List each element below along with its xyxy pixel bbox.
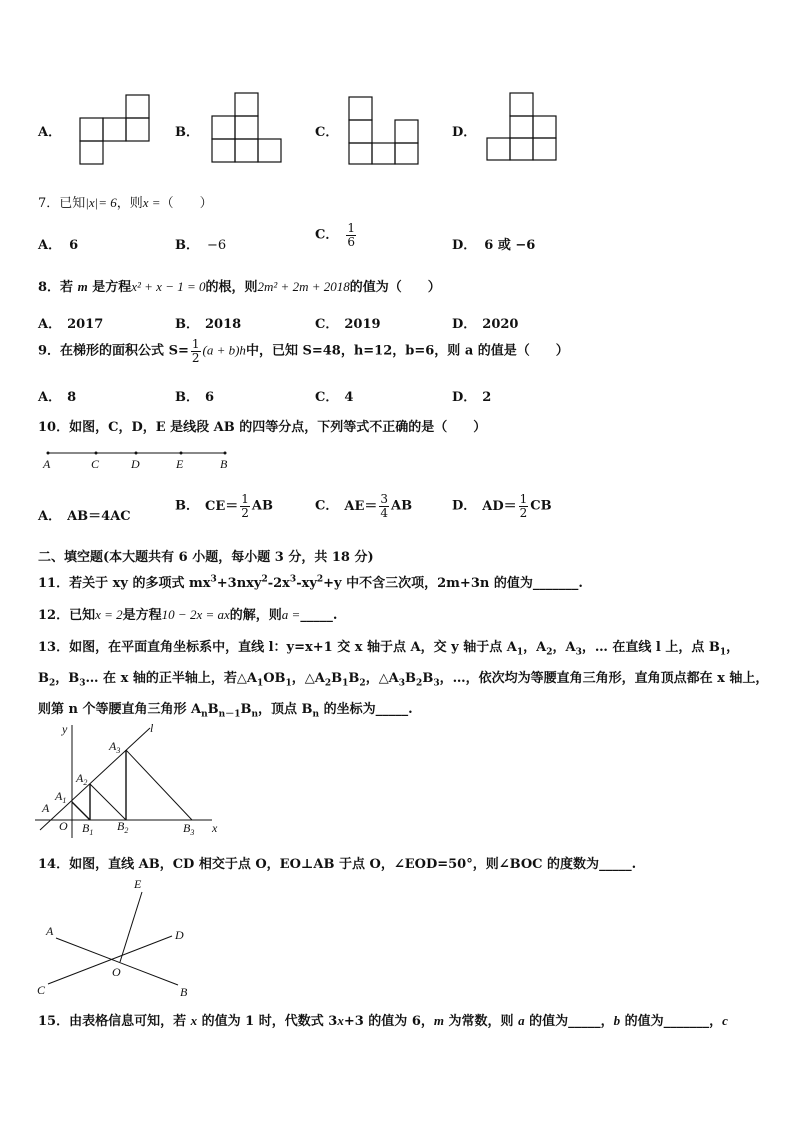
q7-number: 7．: [38, 196, 60, 211]
ray-b-label: B: [180, 985, 188, 999]
point-label-d: D: [131, 457, 140, 471]
section-title: 二、填空题(本大题共有 6 小题，每小题 3 分，共 18 分): [38, 550, 374, 565]
q7-option-d: D． 6 或 −6: [452, 238, 536, 253]
q6-option-d-label: D．: [452, 125, 477, 140]
y-axis-label: y: [62, 722, 68, 736]
point-label-e: E: [176, 457, 184, 471]
q10-option-d: D． AD＝ $\frac{1}{2}$ CB: [452, 492, 552, 520]
q7-abs-expr: |x|= 6: [85, 195, 117, 210]
q7-option-b: B． −6: [175, 238, 227, 253]
q8-equation: x² + x − 1 = 0: [131, 279, 206, 294]
q9-option-c: C． 4: [315, 390, 354, 405]
point-b3-label: $B_3$: [183, 821, 195, 837]
q11-stem: 11．若关于 xy 的多项式 $mx^3+3nxy^2-2x^3-xy^2+y$ 中不含三次项，2m+3n 的值为_______.: [38, 574, 583, 591]
origin-label: O: [59, 819, 68, 833]
x-axis-label: x: [212, 821, 218, 835]
q6-option-c-label: C．: [315, 125, 339, 140]
q15-blank-b[interactable]: _______: [663, 1014, 710, 1029]
ray-c-label: C: [37, 983, 46, 997]
q9-option-a: A． 8: [38, 390, 77, 405]
line-l-label: l: [150, 721, 154, 735]
point-o-label: O: [112, 965, 121, 979]
q12-blank[interactable]: _____: [300, 608, 333, 623]
ray-e-label: E: [134, 877, 142, 891]
ray-a-label: A: [46, 924, 54, 938]
q8-option-c: C． 2019: [315, 317, 381, 332]
q6-option-b-label: B．: [175, 125, 199, 140]
q8-option-b: B． 2018: [175, 317, 242, 332]
q8-option-a: A． 2017: [38, 317, 104, 332]
q10-option-b: B． CE＝ $\frac{1}{2}$ AB: [175, 492, 273, 520]
point-a-label: A: [42, 801, 50, 815]
q13-line-3: 则第 n 个等腰直角三角形 $A_nB_{n-1}B_n$，顶点 $B_n$ 的坐标为_____.: [38, 702, 413, 720]
q8-option-d: D． 2020: [452, 317, 519, 332]
q7-option-c: C． $\frac{1}{6}$: [315, 221, 355, 249]
q9-option-d: D． 2: [452, 390, 492, 405]
q15-stem: 15．由表格信息可知，若 x 的值为 1 时，代数式 3x+3 的值为 6，m 为常数，则 a 的值为_____，b 的值为_______，c: [38, 1013, 728, 1029]
point-a2-label: $A_2$: [76, 771, 88, 787]
q9-option-b: B． 6: [175, 390, 215, 405]
point-label-a: A: [43, 457, 51, 471]
q7-stem-pre: 已知: [59, 196, 86, 211]
point-label-c: C: [91, 457, 100, 471]
q13-line-2: $B_2$，$B_3\dots$ 在 x 轴的正半轴上，若$\triangle A_1OB_1$，$\triangle A_2B_1B_2$，$\triangle A_3B_2B_3$，…，依次均为等腰直角三角形，直角顶点都在 x 轴上，: [38, 671, 769, 689]
q9-stem: 9．在梯形的面积公式 S= $\frac{1}{2}$ (a + b)h中，已知 S=48，h=12，b=6，则 a 的值是（ ）: [38, 337, 569, 365]
q7-x-eq: x =: [142, 195, 161, 210]
ray-d-label: D: [175, 928, 184, 942]
q10-stem: 10．如图，C，D，E 是线段 AB 的四等分点，下列等式不正确的是（ ）: [38, 420, 487, 435]
point-label-b: B: [220, 457, 228, 471]
q10-option-a: A． AB＝4AC: [38, 509, 131, 524]
q10-option-c: C． AE＝ $\frac{3}{4}$ AB: [315, 492, 413, 520]
q14-stem: 14．如图，直线 AB，CD 相交于点 O，EO⊥AB 于点 O，∠EOD=50°，则∠BOC 的度数为_____.: [38, 857, 637, 872]
point-b1-label: $B_1$: [82, 821, 94, 837]
q12-stem: 12．已知x = 2是方程10 − 2x = ax的解，则a =_____.: [38, 607, 338, 623]
q7-option-a: A． 6: [38, 238, 79, 253]
q14-blank[interactable]: _____: [599, 857, 632, 872]
q15-blank-a[interactable]: _____: [568, 1014, 601, 1029]
q13-blank[interactable]: _____: [375, 702, 409, 717]
q8-stem: 8．若 m 是方程x² + x − 1 = 0的根，则2m² + 2m + 2018的值为（ ）: [38, 279, 441, 295]
q13-line-1: 13．如图，在平面直角坐标系中，直线 l：y=x+1 交 x 轴于点 A，交 y 轴于点 $A_1$，$A_2$，$A_3$，… 在直线 l 上，点 $B_1$，: [38, 640, 740, 658]
q6-option-a-label: A．: [38, 125, 62, 140]
point-a3-label: $A_3$: [109, 739, 121, 755]
point-b2-label: $B_2$: [117, 819, 129, 835]
q11-blank[interactable]: _______: [532, 576, 579, 591]
q7-stem-mid: ，则: [116, 196, 143, 211]
q7-paren: （ ）: [160, 196, 213, 211]
point-a1-label: $A_1$: [55, 789, 67, 805]
q8-expression: 2m² + 2m + 2018: [257, 279, 350, 294]
